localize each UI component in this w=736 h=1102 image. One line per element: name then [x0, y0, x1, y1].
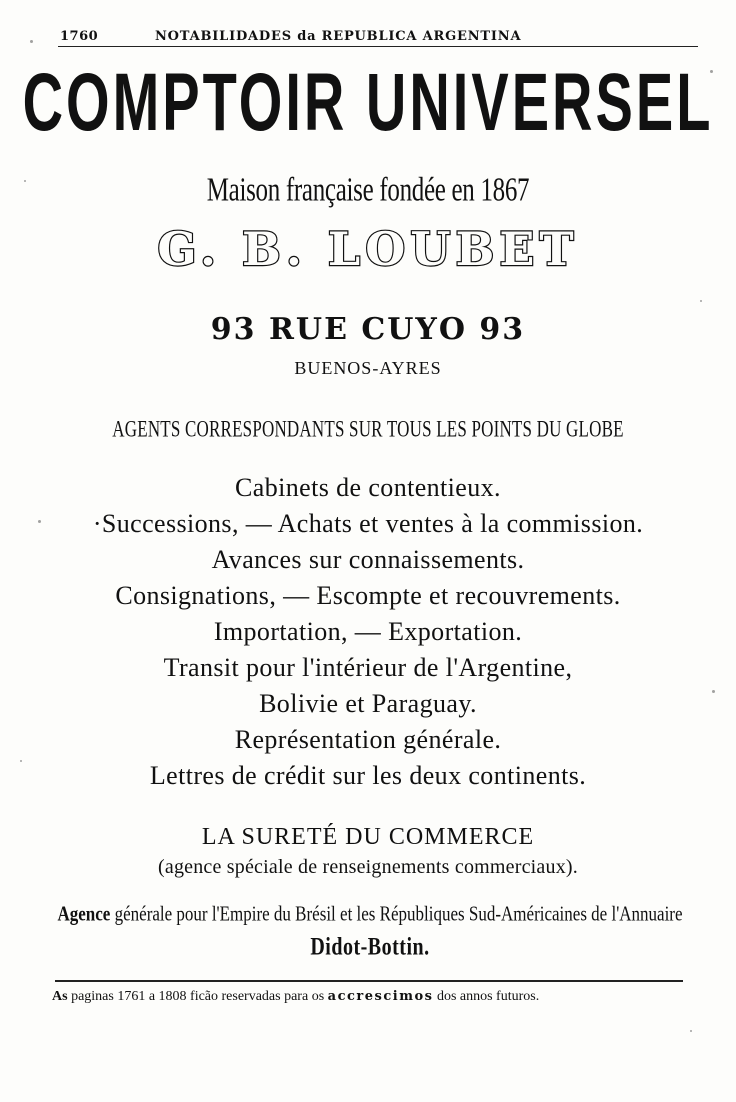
header-rule	[58, 46, 698, 47]
running-header	[50, 24, 690, 46]
footer-note	[52, 988, 684, 1005]
scan-speck	[30, 40, 33, 43]
running-title: NOTABILIDADES da REPUBLICA ARGENTINA	[155, 29, 522, 44]
service-item: Transit pour l'intérieur de l'Argentine,	[163, 653, 573, 682]
street-address: 93 RUE CUYO 93	[210, 312, 526, 347]
service-item: Bolivie et Paraguay.	[259, 689, 477, 718]
surete-title: LA SURETÉ DU COMMERCE	[201, 824, 535, 850]
city: BUENOS-AYRES	[294, 358, 442, 378]
service-item: Représentation générale.	[234, 725, 502, 754]
service-item: Lettres de crédit sur les deux continents.	[149, 761, 587, 790]
footer-note-text-after: dos annos futuros.	[436, 989, 540, 1004]
agence-generale-lead: Agence	[57, 901, 111, 926]
didot-bottin-brand: Didot-Bottin.	[310, 933, 430, 961]
page-number: 1760	[60, 29, 99, 44]
proprietor-name-text: G. B. LOUBET	[157, 222, 579, 276]
service-item: ·Successions, — Achats et ventes à la commission.	[92, 509, 644, 538]
agence-generale-text: générale pour l'Empire du Brésil et les Républiques Sud-Américaines de l'Annuaire	[114, 901, 683, 926]
footer-note-text: paginas 1761 a 1808 ficão reservadas para os	[71, 989, 325, 1004]
service-item: Importation, — Exportation.	[213, 617, 523, 646]
company-name: COMPTOIR UNIVERSEL	[22, 56, 714, 148]
agents-line: AGENTS CORRESPONDANTS SUR TOUS LES POINTS DU GLOBE	[112, 416, 624, 442]
footer-rule	[55, 980, 683, 982]
service-item: Avances sur connaissements.	[211, 545, 525, 574]
footer-note-emphasis: accrescimos	[327, 989, 434, 1004]
proprietor-name	[0, 222, 736, 276]
founded-line: Maison française fondée en 1867	[206, 172, 530, 209]
services-list	[0, 470, 736, 794]
footer-note-lead: As	[52, 989, 68, 1004]
surete-subtitle: (agence spéciale de renseignements commerciaux).	[158, 856, 578, 878]
service-item: Cabinets de contentieux.	[235, 473, 501, 502]
service-item: Consignations, — Escompte et recouvrements.	[115, 581, 621, 610]
scan-speck	[690, 1030, 692, 1032]
scan-speck	[700, 300, 702, 302]
agence-generale-paragraph	[40, 898, 700, 964]
